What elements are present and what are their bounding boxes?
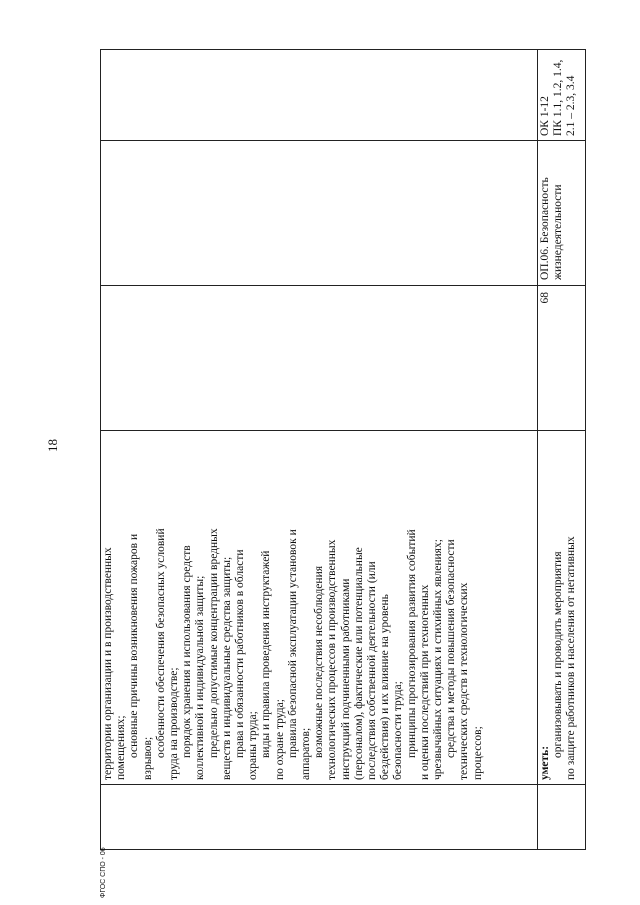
discipline-cell	[538, 141, 586, 286]
text-line: предельно допустимые концентрации вредных	[207, 528, 220, 758]
text-line: основные причины возникновения пожаров и	[128, 533, 141, 758]
text-line: территории организации и в производственных	[102, 547, 114, 780]
text-line: веществ и индивидуальные средства защиты;	[220, 556, 233, 780]
competency-code: ПК 1.1, 1.2, 1.4,	[552, 59, 565, 136]
index-cell	[101, 785, 538, 850]
text-line: чрезвычайных ситуациях и стихийных явлениях;	[432, 539, 445, 780]
text-line: безопасности труда;	[392, 681, 405, 780]
text-line: взрывов;	[141, 736, 154, 780]
hours-cell	[101, 286, 538, 431]
competency-code: 2.1 – 2.3, 3.4	[565, 75, 578, 136]
competencies-cell	[538, 50, 586, 141]
table-row	[538, 50, 586, 850]
text-line: (персоналом), фактические или потенциальные	[352, 547, 365, 780]
rotated-table-container	[100, 50, 585, 850]
text-line: инструкций подчиненными работниками	[339, 578, 352, 780]
text-line: и оценки последствий при техногенных	[418, 584, 431, 780]
text-line: аппаратов;	[300, 727, 313, 780]
text-line: технологических процессов и производственных	[326, 539, 339, 780]
text-line: правила безопасной эксплуатации установок и	[286, 529, 299, 758]
text-line: последствия собственной деятельности (или	[366, 561, 379, 780]
text-line: помещениях;	[115, 715, 128, 780]
text-line: средства и методы повышения безопасности	[445, 539, 458, 758]
text-line: по охране труда;	[273, 699, 286, 780]
skills-text	[538, 431, 580, 784]
text-line: охраны труда;	[247, 711, 260, 780]
text-line: возможные последствия несоблюдения	[313, 565, 326, 758]
knowledge-cell	[101, 431, 538, 785]
text-line: принципы прогнозирования развития событий	[405, 529, 418, 758]
text-line: особенности обеспечения безопасных условий	[154, 528, 167, 758]
hours-value	[101, 286, 103, 430]
discipline-cell	[101, 141, 538, 286]
text-line: права и обязанности работников в области	[234, 549, 247, 758]
discipline-name: ОП.06. Безопасность жизнедеятельности	[539, 177, 565, 280]
text-line: по защите работников и населения от негативных	[565, 536, 578, 780]
text-line: коллективной и индивидуальной защиты;	[194, 575, 207, 780]
competency-code: ОК 1-12	[539, 96, 551, 136]
competencies-list	[538, 50, 580, 140]
competencies-list	[101, 50, 103, 140]
text-line: труда на производстве;	[168, 667, 181, 780]
text-line: бездействия) и их влияние на уровень	[379, 594, 392, 780]
text-line: виды и правила проведения инструктажей	[260, 550, 273, 758]
text-line: технических средств и технологических	[458, 582, 471, 780]
table-row	[101, 50, 538, 850]
footer-label: ФГОС СПО - 06	[100, 847, 107, 898]
text-line: порядок хранения и использования средств	[181, 545, 194, 758]
hours-value: 68	[539, 292, 551, 304]
section-heading: уметь:	[539, 745, 551, 780]
competencies-cell	[101, 50, 538, 141]
index-cell	[538, 785, 586, 850]
discipline-name	[101, 141, 103, 285]
text-line: процессов;	[471, 726, 484, 780]
page-number: 18	[45, 439, 60, 452]
curriculum-table	[100, 49, 586, 850]
text-line: организовывать и проводить мероприятия	[552, 551, 565, 758]
skills-cell	[538, 431, 586, 785]
knowledge-text	[101, 431, 486, 784]
hours-cell	[538, 286, 586, 431]
